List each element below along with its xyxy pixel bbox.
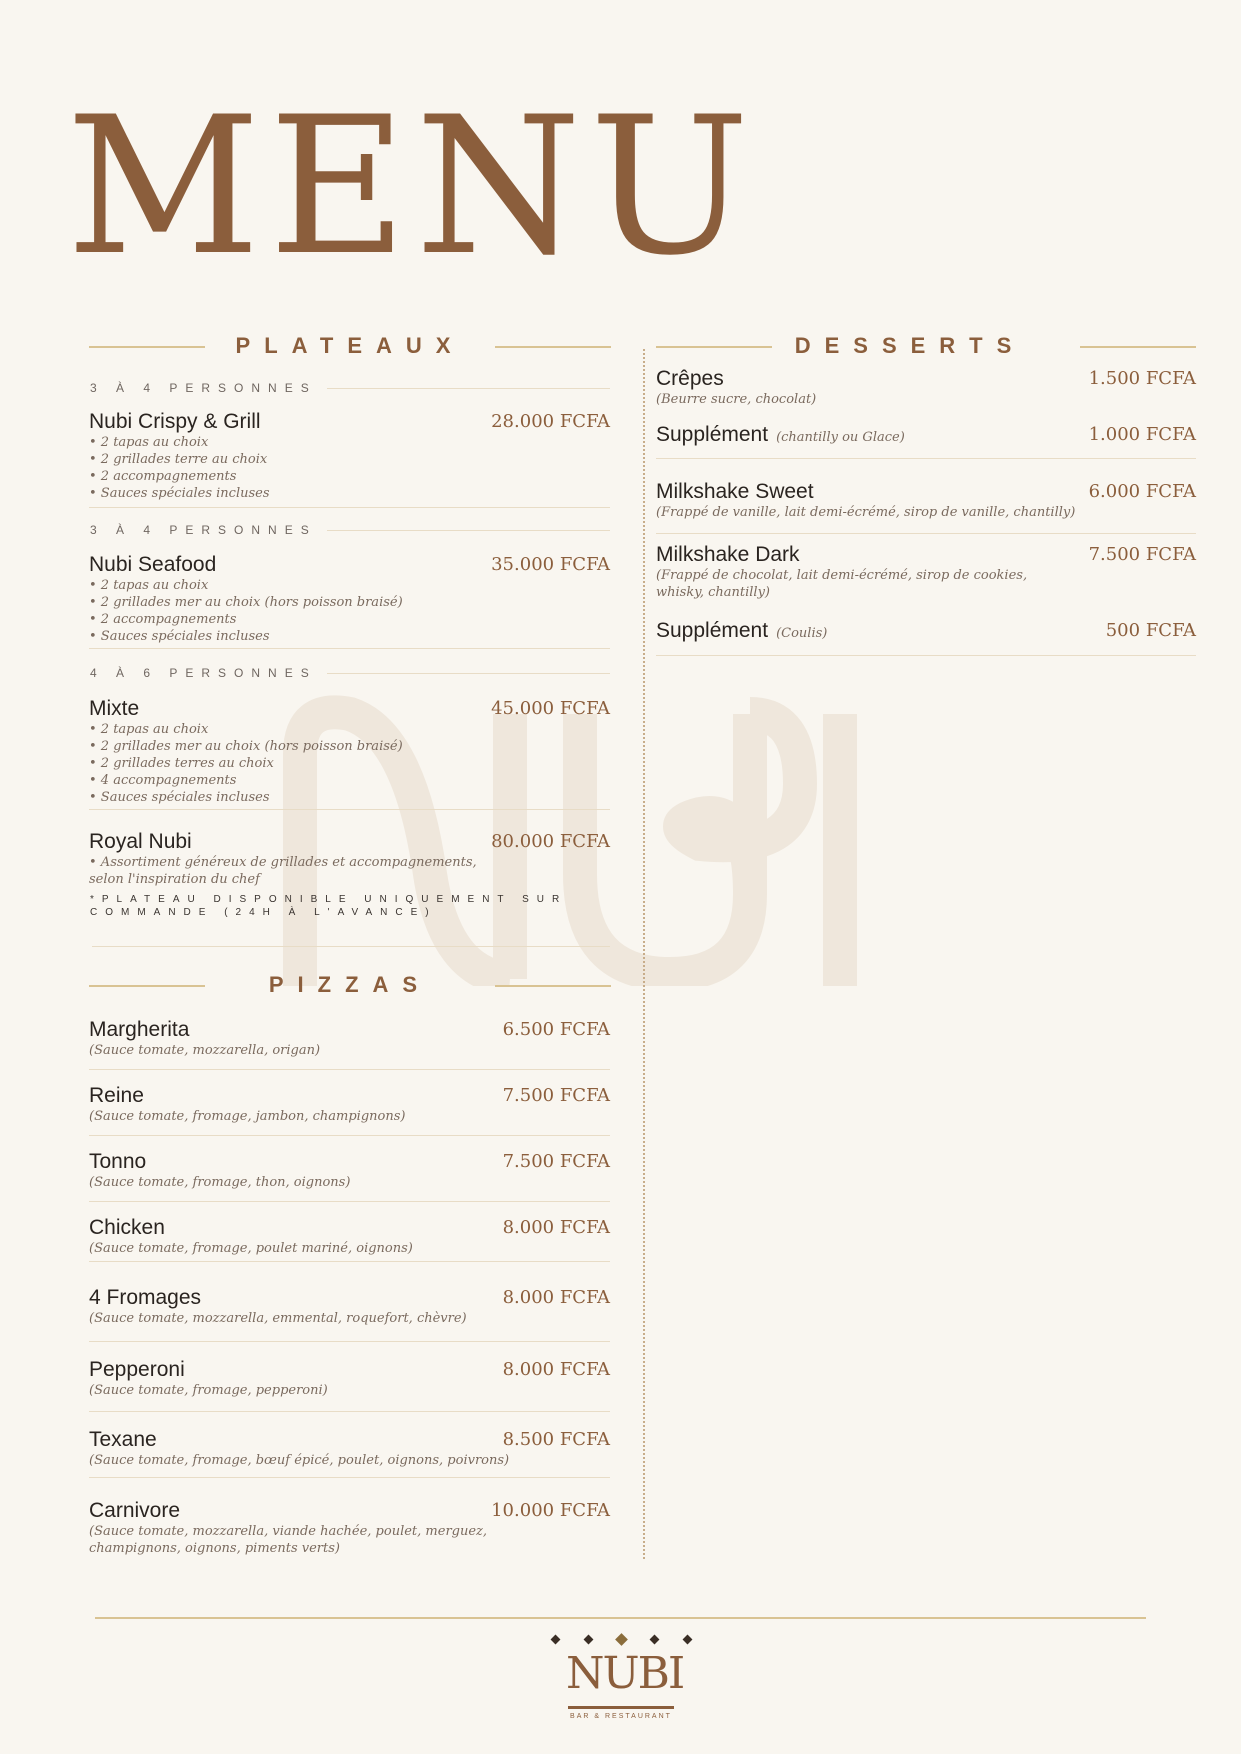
item-description: • Assortiment généreux de grillades et accompagnements, <box>89 855 477 870</box>
item-name: Texane <box>89 1428 157 1451</box>
item-row <box>89 1150 610 1174</box>
separator <box>656 533 1196 534</box>
item-description: (Sauce tomate, fromage, thon, oignons) <box>89 1175 351 1190</box>
category-label: 4 À 6 PERSONNES <box>90 666 327 680</box>
separator <box>92 946 610 947</box>
item-row <box>89 1286 610 1310</box>
menu-item <box>656 480 1196 521</box>
item-description: (Sauce tomate, mozzarella, emmental, roquefort, chèvre) <box>89 1311 467 1326</box>
item-description: (Beurre sucre, chocolat) <box>656 392 817 407</box>
menu-item <box>89 1150 610 1191</box>
heading-rule <box>89 346 205 348</box>
separator <box>89 1069 610 1070</box>
item-description: (Sauce tomate, fromage, poulet mariné, oignons) <box>89 1241 413 1256</box>
menu-item <box>89 1084 610 1125</box>
separator <box>89 507 610 508</box>
item-note: (chantilly ou Glace) <box>776 430 905 445</box>
menu-item <box>89 697 610 806</box>
item-description: • 2 accompagnements <box>89 612 237 627</box>
separator <box>89 1201 610 1202</box>
heading-rule <box>1080 346 1196 348</box>
menu-item <box>89 1286 610 1327</box>
item-price: 45.000 FCFA <box>491 698 610 719</box>
item-row <box>89 1018 610 1042</box>
item-row <box>89 697 610 721</box>
plateau-note: *PLATEAU DISPONIBLE UNIQUEMENT SUR COMMANDE (24H À L'AVANCE) <box>90 894 568 918</box>
section-heading-desserts: DESSERTS <box>794 333 1026 358</box>
item-row <box>89 1216 610 1240</box>
item-price: 7.500 FCFA <box>502 1151 610 1172</box>
item-price: 7.500 FCFA <box>1088 544 1196 565</box>
section-heading-pizzas: PIZZAS <box>268 972 432 997</box>
menu-item <box>89 1216 610 1257</box>
item-name: Milkshake Sweet <box>656 480 814 503</box>
item-name: Crêpes <box>656 367 724 390</box>
diamond-icon <box>615 1633 628 1646</box>
item-name: Milkshake Dark <box>656 543 800 566</box>
diamond-icon <box>650 1635 660 1645</box>
item-name: Carnivore <box>89 1499 181 1522</box>
menu-item <box>656 543 1196 601</box>
section-heading-plateaux: PLATEAUX <box>235 333 465 358</box>
item-description: (Sauce tomate, mozzarella, origan) <box>89 1043 321 1058</box>
item-description: selon l'inspiration du chef <box>89 872 260 887</box>
item-price: 8.000 FCFA <box>502 1287 610 1308</box>
separator <box>656 458 1196 459</box>
menu-item <box>89 1358 610 1399</box>
item-price: 8.000 FCFA <box>502 1359 610 1380</box>
item-description: • 4 accompagnements <box>89 773 237 788</box>
heading-rule <box>656 346 772 348</box>
item-description: • 2 accompagnements <box>89 469 237 484</box>
item-description: • 2 grillades terres au choix <box>89 756 274 771</box>
item-price: 1.500 FCFA <box>1088 368 1196 389</box>
footer-rule <box>95 1617 1146 1619</box>
item-price: 8.500 FCFA <box>502 1429 610 1450</box>
item-row <box>89 1358 610 1382</box>
logo-bar <box>568 1706 674 1709</box>
category-rule <box>300 673 610 674</box>
separator <box>89 1411 610 1412</box>
item-description: • Sauces spéciales incluses <box>89 790 270 805</box>
item-description: (Sauce tomate, mozzarella, viande hachée, poulet, merguez, <box>89 1524 488 1539</box>
menu-item <box>656 619 1196 643</box>
item-row <box>656 367 1196 391</box>
item-description: (Frappé de chocolat, lait demi-écrémé, sirop de cookies, <box>656 568 1028 583</box>
menu-item <box>89 410 610 502</box>
item-price: 6.500 FCFA <box>502 1019 610 1040</box>
category-rule <box>300 388 610 389</box>
menu-item <box>89 1499 610 1557</box>
item-price: 1.000 FCFA <box>1088 424 1196 445</box>
item-price: 28.000 FCFA <box>491 411 610 432</box>
item-description: champignons, oignons, piments verts) <box>89 1541 340 1556</box>
separator <box>89 809 610 810</box>
item-row <box>89 1084 610 1108</box>
item-description: • 2 grillades terre au choix <box>89 452 268 467</box>
category-label: 3 À 4 PERSONNES <box>90 523 327 537</box>
item-description: (Sauce tomate, fromage, jambon, champignons) <box>89 1109 406 1124</box>
item-name: Margherita <box>89 1018 190 1041</box>
menu-item <box>89 553 610 645</box>
item-description: • 2 tapas au choix <box>89 435 209 450</box>
item-price: 80.000 FCFA <box>491 831 610 852</box>
item-row <box>656 423 1196 447</box>
item-row <box>89 830 610 854</box>
heading-rule <box>89 985 205 987</box>
item-description: (Sauce tomate, fromage, pepperoni) <box>89 1383 328 1398</box>
item-row <box>89 410 610 434</box>
separator <box>89 1261 610 1262</box>
item-price: 10.000 FCFA <box>491 1500 610 1521</box>
column-divider <box>643 349 645 1559</box>
item-name: Supplément <box>656 619 769 642</box>
item-name: Nubi Seafood <box>89 553 217 576</box>
item-price: 8.000 FCFA <box>502 1217 610 1238</box>
heading-rule <box>495 346 611 348</box>
item-name: 4 Fromages <box>89 1286 202 1309</box>
item-description: • 2 tapas au choix <box>89 578 209 593</box>
diamond-icon <box>584 1635 594 1645</box>
item-description: (Frappé de vanille, lait demi-écrémé, sirop de vanille, chantilly) <box>656 505 1076 520</box>
category-label: 3 À 4 PERSONNES <box>90 381 327 395</box>
item-price: 6.000 FCFA <box>1088 481 1196 502</box>
item-name: Chicken <box>89 1216 165 1239</box>
item-name: Tonno <box>89 1150 147 1173</box>
item-name: Reine <box>89 1084 144 1107</box>
item-description: • 2 grillades mer au choix (hors poisson braisé) <box>89 595 403 610</box>
item-row <box>89 553 610 577</box>
menu-item <box>89 830 610 888</box>
page-title: MENU <box>66 76 758 297</box>
diamond-icon <box>683 1635 693 1645</box>
item-price: 500 FCFA <box>1105 620 1196 641</box>
menu-item <box>656 423 1196 447</box>
item-name: Nubi Crispy & Grill <box>89 410 261 433</box>
item-description: whisky, chantilly) <box>656 585 770 600</box>
separator <box>89 1477 610 1478</box>
item-row <box>656 619 1196 643</box>
item-description: • 2 grillades mer au choix (hors poisson braisé) <box>89 739 403 754</box>
item-description: (Sauce tomate, fromage, bœuf épicé, poulet, oignons, poivrons) <box>89 1453 510 1468</box>
item-name: Supplément <box>656 423 769 446</box>
separator <box>89 1135 610 1136</box>
item-name: Pepperoni <box>89 1358 185 1381</box>
heading-rule <box>495 985 611 987</box>
item-description: • Sauces spéciales incluses <box>89 629 270 644</box>
separator <box>656 655 1196 656</box>
diamond-icon <box>551 1635 561 1645</box>
footer-tagline: BAR & RESTAURANT <box>570 1713 672 1720</box>
item-price: 35.000 FCFA <box>491 554 610 575</box>
footer-logo: NUBI <box>566 1648 684 1699</box>
item-row <box>89 1499 610 1523</box>
item-row <box>656 543 1196 567</box>
item-description: • Sauces spéciales incluses <box>89 486 270 501</box>
item-price: 7.500 FCFA <box>502 1085 610 1106</box>
separator <box>89 1341 610 1342</box>
category-rule <box>300 530 610 531</box>
item-row <box>656 480 1196 504</box>
menu-item <box>89 1018 610 1059</box>
menu-item <box>89 1428 610 1469</box>
separator <box>89 648 610 649</box>
item-description: • 2 tapas au choix <box>89 722 209 737</box>
item-name: Royal Nubi <box>89 830 192 853</box>
menu-item <box>656 367 1196 408</box>
item-note: (Coulis) <box>776 626 828 641</box>
item-row <box>89 1428 610 1452</box>
item-name: Mixte <box>89 697 140 720</box>
